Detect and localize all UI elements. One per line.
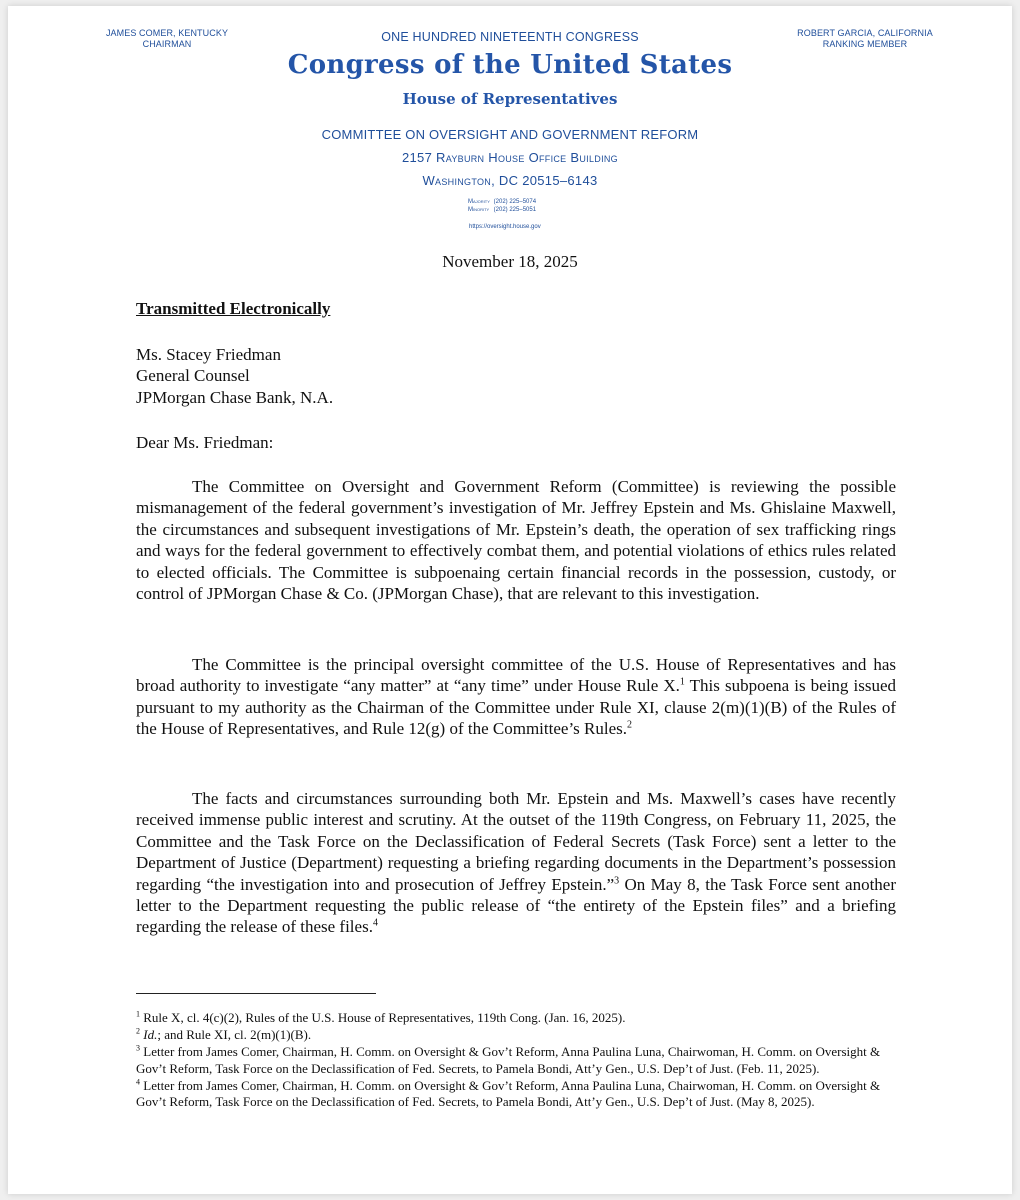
footnote-4 [136,1078,896,1110]
footnote-divider [136,993,376,994]
footnote-3 [136,1044,896,1076]
footnote-2 [136,1027,896,1043]
majority-phone: (202) 225–5074 [493,199,537,205]
paragraph-3-text-b: On May 8, the Task Force sent another letter to the Department requesting the public release of “the entirety of the Epstein files” and a briefing regarding the release of these files. [136,874,896,937]
footnote-text: Letter from James Comer, Chairman, H. Comm. on Oversight & Gov’t Reform, Anna Paulina Luna, Chairwoman, H. Comm. on Oversight & Gov’t Reform, Task Force on the Declassification of Fed. Secrets, to Pamela Bondi, Att’y Gen., U.S. Dep’t of Just. (Feb. 11, 2025). [136,1044,881,1076]
footnote-number: 3 [136,1044,140,1054]
paragraph-3 [136,788,896,938]
addressee-block [136,344,896,408]
footnote-number: 1 [136,1009,140,1019]
letter-page [8,6,1012,1194]
congress-number: ONE HUNDRED NINETEENTH CONGRESS [381,30,639,44]
letter-date: November 18, 2025 [442,252,578,271]
paragraph-2-text-b: This subpoena is being issued pursuant to my authority as the Chairman of the Committee under Rule XI, clause 2(m)(1)(B) of the Rules of the House of Representatives, and Rule 12(g) of the Committee’s Rules. [136,676,897,739]
salutation: Dear Ms. Friedman: [136,433,274,452]
footnote-ref-3: 3 [614,874,620,886]
office-address: 2157 Rayburn House Office Building [402,150,618,165]
footnotes [136,1010,896,1111]
paragraph-1-text: The Committee on Oversight and Government Reform (Committee) is reviewing the possible mismanagement of the federal government’s investigation of Mr. Jeffrey Epstein and Ms. Ghislaine Maxwell, the circumstances and subsequent investigations of Mr. Epstein’s death, the operation of sex trafficking rings and ways for the federal government to effectively combat them, and potential violations of ethics rules related to elected officials. The Committee is subpoenaing certain financial records in the possession, custody, or control of JPMorgan Chase & Co. (JPMorgan Chase), that are relevant to this investigation. [136,477,896,604]
congress-title: Congress of the United States [287,50,733,80]
minority-label: Minority [468,207,490,213]
transmitted-notice: Transmitted Electronically [136,299,331,318]
house-title: House of Representatives [402,90,618,108]
footnote-italic: Id. [143,1027,158,1043]
footnote-ref-2: 2 [627,719,633,731]
addressee-title: General Counsel [136,366,250,386]
footnote-number: 4 [136,1077,140,1087]
paragraph-1 [136,476,896,604]
minority-phone: (202) 225–5051 [493,207,537,213]
footnote-1 [136,1010,896,1026]
office-city: Washington, DC 20515–6143 [422,173,598,188]
committee-name: COMMITTEE ON OVERSIGHT AND GOVERNMENT REFORM [321,127,699,142]
ranking-member-title: RANKING MEMBER [822,39,908,49]
addressee-name: Ms. Stacey Friedman [136,345,281,364]
addressee-org: JPMorgan Chase Bank, N.A. [136,387,334,407]
footnote-ref-4: 4 [372,917,378,929]
paragraph-2 [136,654,896,740]
footnote-text: Rule X, cl. 4(c)(2), Rules of the U.S. House of Representatives, 119th Cong. (Jan. 16, 2025). [140,1010,626,1025]
chairman-name: JAMES COMER, KENTUCKY [105,28,229,38]
phone-numbers [468,198,536,214]
majority-label: Majority [468,199,490,205]
paragraph-3-text-a: The facts and circumstances surrounding both Mr. Epstein and Ms. Maxwell’s cases have recently received immense public interest and scrutiny. At the outset of the 119th Congress, on February 11, 2025, the Committee and the Task Force on the Declassification of Federal Secrets (Task Force) sent a letter to the Department of Justice (Department) requesting a briefing regarding documents in the Department’s possession regarding “the investigation into and prosecution of Jeffrey Epstein.” [136,789,896,894]
committee-website[interactable]: https://oversight.house.gov [469,224,541,230]
footnote-text: Letter from James Comer, Chairman, H. Comm. on Oversight & Gov’t Reform, Anna Paulina Luna, Chairwoman, H. Comm. on Oversight & Gov’t Reform, Task Force on the Declassification of Fed. Secrets, to Pamela Bondi, Att’y Gen., U.S. Dep’t of Just. (May 8, 2025). [136,1077,881,1110]
footnote-number: 2 [136,1026,140,1036]
footnote-ref-1: 1 [679,676,685,688]
footnote-text: ; and Rule XI, cl. 2(m)(1)(B). [157,1027,312,1043]
chairman-title: CHAIRMAN [142,39,192,49]
paragraph-2-text-a: The Committee is the principal oversight committee of the U.S. House of Representatives and has broad authority to investigate “any matter” at “any time” under House Rule X. [136,655,896,696]
ranking-member-name: ROBERT GARCIA, CALIFORNIA [797,28,933,38]
